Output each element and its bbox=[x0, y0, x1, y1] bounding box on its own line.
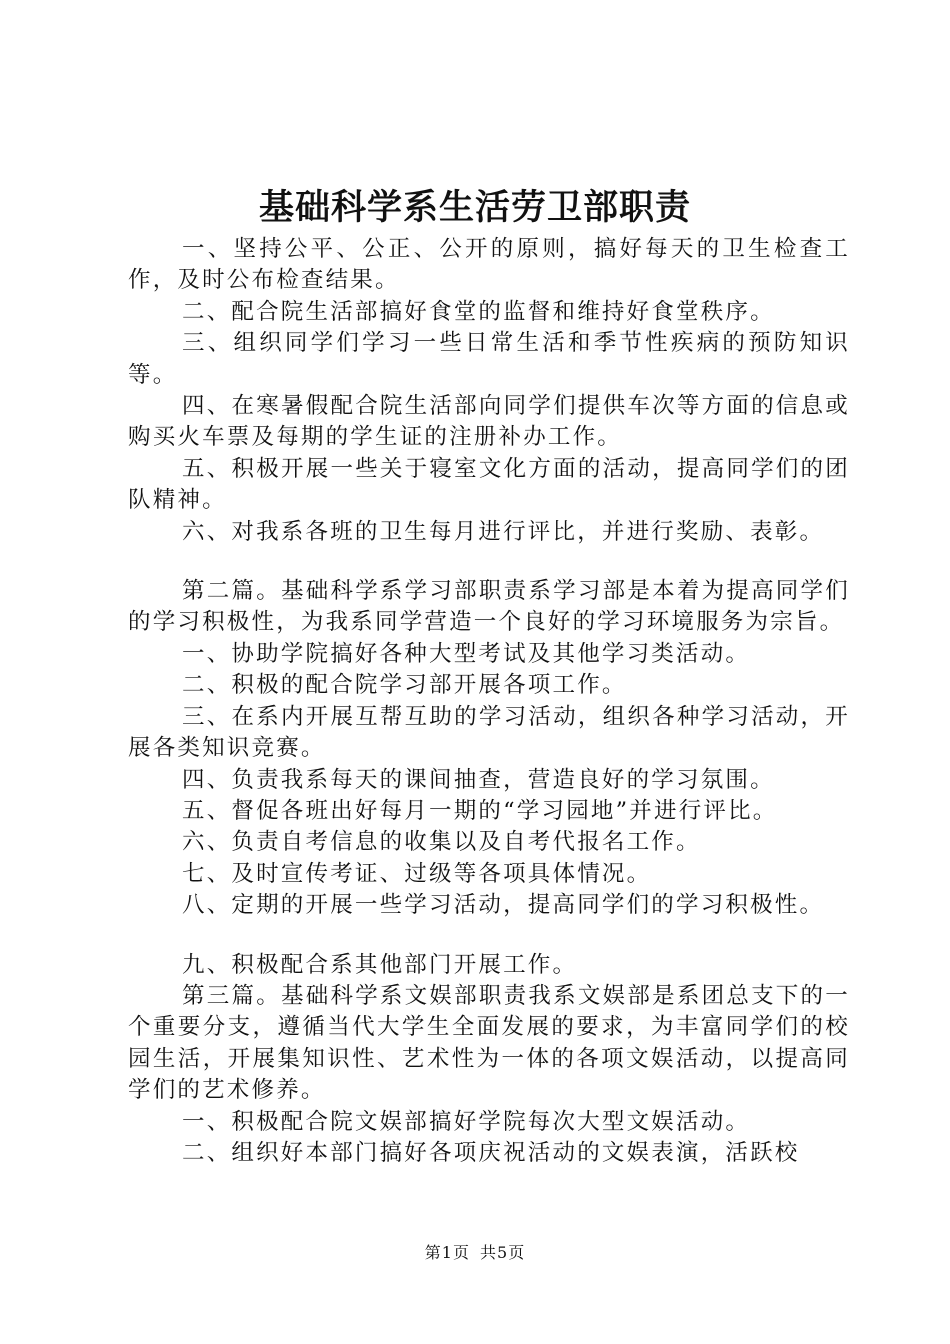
paragraph: 三、组织同学们学习一些日常生活和季节性疾病的预防知识等。 bbox=[128, 330, 850, 388]
paragraph: 一、积极配合院文娱部搞好学院每次大型文娱活动。 bbox=[182, 1108, 751, 1135]
document-body bbox=[128, 234, 850, 1169]
paragraph: 四、负责我系每天的课间抽查，营造良好的学习氛围。 bbox=[182, 766, 775, 793]
paragraph: 五、督促各班出好每月一期的“学习园地”并进行评比。 bbox=[182, 797, 778, 824]
paragraph: 一、协助学院搞好各种大型考试及其他学习类活动。 bbox=[182, 640, 751, 667]
paragraph: 第三篇。基础科学系文娱部职责我系文娱部是系团总支下的一个重要分支，遵循当代大学生全面发展的要求，为丰富同学们的校园生活，开展集知识性、艺术性为一体的各项文娱活动，以提高同学们的艺术修养。 bbox=[128, 982, 850, 1104]
paragraph: 二、组织好本部门搞好各项庆祝活动的文娱表演，活跃校 bbox=[182, 1139, 800, 1166]
page-number: 第1页 bbox=[424, 1243, 470, 1262]
section-spacer bbox=[128, 548, 850, 576]
paragraph: 第二篇。基础科学系学习部职责系学习部是本着为提高同学们的学习积极性，为我系同学营造一个良好的学习环境服务为宗旨。 bbox=[128, 578, 850, 636]
paragraph: 二、配合院生活部搞好食堂的监督和维持好食堂秩序。 bbox=[182, 298, 775, 325]
paragraph: 九、积极配合系其他部门开展工作。 bbox=[182, 951, 578, 978]
paragraph: 四、在寒暑假配合院生活部向同学们提供车次等方面的信息或购买火车票及每期的学生证的注册补办工作。 bbox=[128, 393, 850, 451]
paragraph: 七、及时宣传考证、过级等各项具体情况。 bbox=[182, 860, 652, 887]
page-total: 共5页 bbox=[480, 1243, 526, 1262]
paragraph: 三、在系内开展互帮互助的学习活动，组织各种学习活动，开展各类知识竞赛。 bbox=[128, 703, 850, 762]
paragraph: 二、积极的配合院学习部开展各项工作。 bbox=[182, 672, 627, 699]
paragraph: 一、坚持公平、公正、公开的原则，搞好每天的卫生检查工作，及时公布检查结果。 bbox=[128, 236, 850, 294]
page-footer bbox=[0, 1243, 950, 1263]
paragraph: 八、定期的开展一些学习活动，提高同学们的学习积极性。 bbox=[182, 892, 825, 919]
paragraph: 六、对我系各班的卫生每月进行评比，并进行奖励、表彰。 bbox=[182, 518, 825, 545]
paragraph: 六、负责自考信息的收集以及自考代报名工作。 bbox=[182, 829, 701, 856]
paragraph: 五、积极开展一些关于寝室文化方面的活动，提高同学们的团队精神。 bbox=[128, 455, 850, 514]
section-spacer bbox=[128, 922, 850, 950]
document-title: 基础科学系生活劳卫部职责 bbox=[258, 187, 691, 228]
